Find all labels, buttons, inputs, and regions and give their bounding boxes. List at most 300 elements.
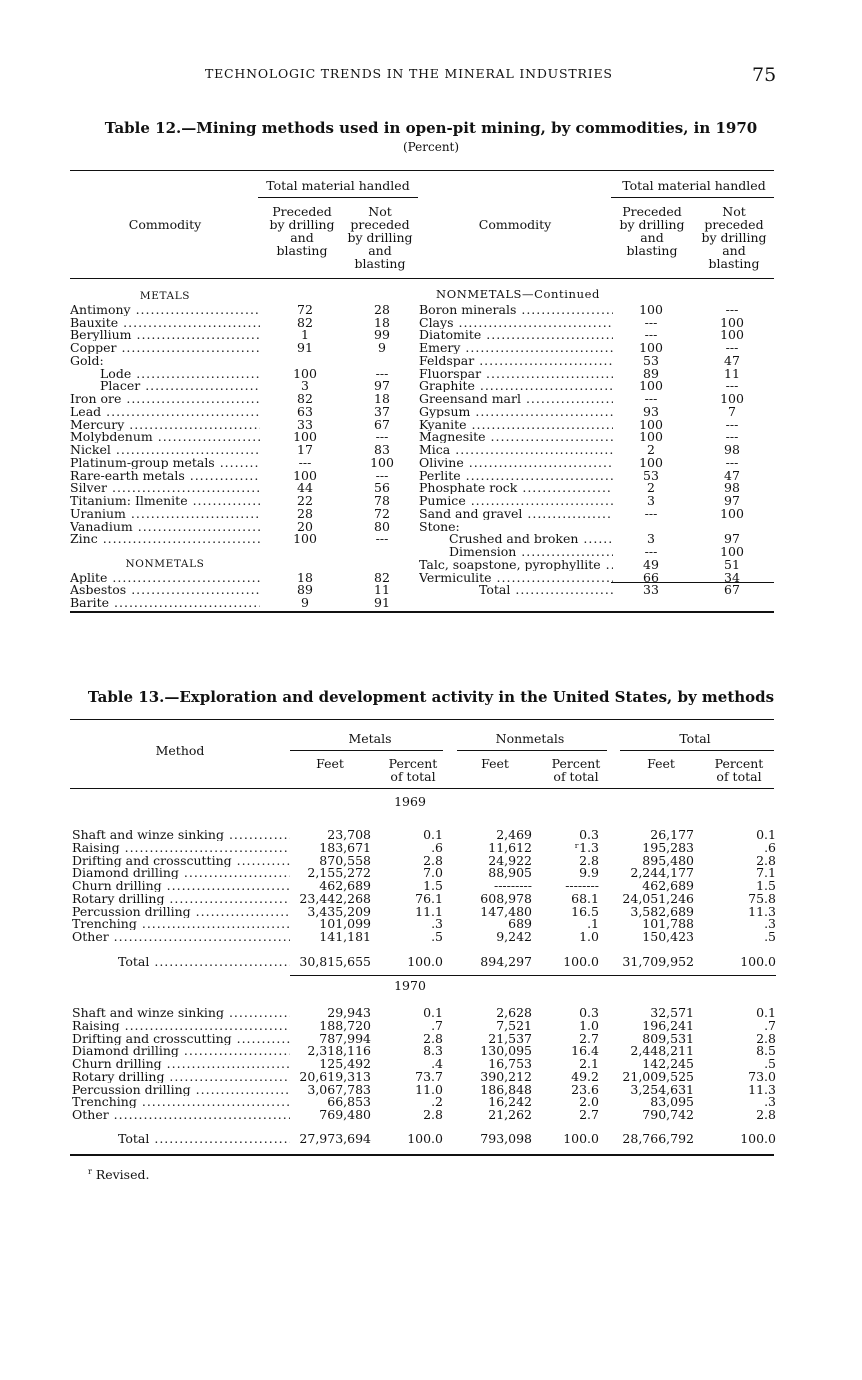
row-label: Raising .....: [72, 841, 290, 854]
row-value: 76.1: [415, 890, 443, 906]
row-value: 16,753: [488, 1056, 532, 1071]
row-label: Sand and gravel .....: [419, 507, 613, 520]
value-preceded: 100: [639, 454, 663, 470]
value-not-preceded: 67: [724, 582, 740, 598]
table-row: [70, 467, 389, 483]
row-label: Iron ore .....: [70, 392, 260, 405]
value-not-preceded: ---: [725, 340, 739, 355]
row-value: 7.0: [423, 865, 443, 881]
row-label: Crushed and broken .....: [449, 532, 613, 545]
table-row: [70, 582, 390, 598]
value-preceded: 100: [293, 467, 317, 483]
table12-subhead-3-line-3: and: [722, 243, 746, 258]
value-preceded: 72: [297, 301, 313, 317]
table-row: [419, 352, 740, 368]
row-value: 23,442,268: [299, 890, 371, 906]
row-label: Vermiculite .....: [419, 571, 613, 584]
row-value: 2.7: [579, 1107, 599, 1122]
table13-top-rule: [70, 719, 774, 720]
value-not-preceded: 18: [374, 314, 390, 330]
table-row: [419, 442, 740, 457]
row-label: Greensand marl .....: [419, 392, 613, 405]
table12-bottom-rule: [70, 611, 774, 613]
row-label: Dimension .....: [449, 545, 613, 558]
row-value: 21,262: [488, 1107, 532, 1122]
row-value: 787,994: [319, 1030, 371, 1046]
table-row: [70, 378, 390, 394]
table-row: [70, 493, 390, 508]
value-not-preceded: ---: [725, 429, 739, 445]
row-value: 101,788: [642, 916, 694, 932]
table-row: [419, 301, 739, 317]
row-label: Emery .....: [419, 341, 613, 354]
row-label: Aplite .....: [70, 571, 260, 584]
row-label: Other .....: [72, 1108, 290, 1121]
table-row: [419, 520, 717, 533]
row-value: 100.0: [563, 1131, 599, 1146]
t12-head-commodity-left: Commodity: [128, 217, 202, 232]
row-label: Boron minerals .....: [419, 303, 613, 316]
row-value: 27,973,694: [299, 1131, 371, 1146]
row-value: 3,067,783: [307, 1081, 371, 1097]
year-separator-rule: [290, 975, 776, 976]
row-label: Rotary drilling .....: [72, 1070, 290, 1083]
value-preceded: 82: [297, 391, 313, 406]
row-label: Shaft and winze sinking .....: [72, 1006, 290, 1019]
value-not-preceded: 11: [724, 365, 740, 381]
row-label: Uranium .....: [70, 507, 260, 520]
value-not-preceded: ---: [725, 301, 739, 317]
value-not-preceded: 34: [724, 569, 740, 585]
value-preceded: ---: [644, 391, 658, 406]
value-preceded: 53: [643, 467, 659, 483]
value-preceded: 100: [293, 531, 317, 547]
table12-subhead-0-line-0: Preceded: [272, 204, 332, 219]
row-label: Churn drilling .....: [72, 1057, 290, 1070]
table-row: [419, 416, 739, 432]
t13-subhead-pct-2-b: of total: [716, 769, 762, 784]
table12-subhead-3-line-2: by drilling: [701, 230, 767, 245]
value-preceded: ---: [644, 327, 658, 343]
row-label: Fluorspar .....: [419, 367, 613, 380]
row-label: Drifting and crosscutting .....: [72, 854, 290, 867]
row-label: Churn drilling .....: [72, 879, 290, 892]
table12-subhead-1-line-3: and: [368, 243, 392, 258]
row-label: Raising .....: [72, 1019, 290, 1032]
row-value: 1.5: [756, 878, 776, 893]
row-value: 2.8: [579, 852, 599, 868]
table12-subhead-0-line-1: by drilling: [269, 217, 335, 232]
value-preceded: 20: [297, 518, 313, 534]
value-preceded: 89: [297, 582, 313, 598]
row-value: .5: [764, 929, 776, 944]
running-title: TECHNOLOGIC TRENDS IN THE MINERAL INDUSTRIES: [205, 66, 613, 81]
value-preceded: 49: [643, 556, 659, 572]
value-preceded: 1: [301, 327, 309, 343]
row-label: Total .....: [118, 1132, 290, 1145]
row-value: 790,742: [642, 1107, 694, 1122]
value-preceded: 2: [647, 480, 655, 496]
row-value: 75.8: [748, 890, 776, 906]
value-not-preceded: 37: [374, 403, 390, 419]
table-row: [419, 454, 739, 470]
value-preceded: 100: [639, 340, 663, 355]
table-row: [70, 365, 389, 381]
table-row: [70, 391, 390, 406]
row-value: 100.0: [740, 1131, 776, 1146]
table12-subhead-3-line-1: preceded: [704, 217, 764, 232]
row-value: 16,242: [488, 1094, 532, 1110]
value-preceded: 3: [647, 493, 655, 508]
value-not-preceded: 78: [374, 493, 390, 508]
row-label: Placer .....: [100, 379, 260, 392]
table12-subhead-3-line-0: Not: [722, 204, 746, 219]
table12-subhead-1-line-2: by drilling: [347, 230, 413, 245]
value-not-preceded: 97: [724, 493, 740, 508]
row-label: Gypsum .....: [419, 405, 613, 418]
row-value: 24,051,246: [622, 890, 694, 906]
row-value: 101,099: [319, 916, 371, 932]
table12-title: Table 12.—Mining methods used in open-pit mining, by commodities, in 1970: [104, 119, 758, 137]
value-preceded: 22: [297, 493, 313, 508]
table-row: [70, 340, 386, 355]
row-value: 1.5: [423, 878, 443, 893]
table12-subhead-1-line-1: preceded: [350, 217, 410, 232]
value-not-preceded: 28: [374, 301, 390, 317]
table-row: [70, 442, 390, 457]
value-not-preceded: 80: [374, 518, 390, 534]
row-value: ---------: [493, 878, 532, 893]
table12-section-heading: METALS: [139, 290, 191, 302]
t12-group-rule-right: [611, 197, 774, 198]
table-row: [70, 454, 394, 470]
row-value: 11.0: [415, 1081, 443, 1097]
row-value: 183,671: [319, 839, 371, 855]
value-preceded: 53: [643, 352, 659, 368]
row-value: 150,423: [642, 929, 694, 944]
t13-head-method: Method: [155, 743, 205, 758]
row-label: Total .....: [118, 955, 290, 968]
row-value: 30,815,655: [299, 954, 371, 969]
row-value: 16.4: [571, 1043, 599, 1059]
table-row: [419, 493, 740, 508]
value-not-preceded: 82: [374, 569, 390, 585]
row-value: 20,619,313: [299, 1068, 371, 1084]
row-value: 130,095: [480, 1043, 532, 1059]
value-not-preceded: 11: [374, 582, 390, 598]
row-value: 3,435,209: [307, 903, 371, 919]
table-row: [419, 429, 739, 445]
value-not-preceded: 47: [724, 352, 740, 368]
value-not-preceded: ---: [725, 416, 739, 432]
row-value: 141,181: [319, 929, 371, 944]
value-preceded: 3: [301, 378, 309, 394]
value-not-preceded: 18: [374, 391, 390, 406]
value-preceded: 3: [647, 531, 655, 547]
row-value: 2.8: [423, 852, 443, 868]
row-label: Molybdenum .....: [70, 430, 260, 443]
table-row: [419, 378, 739, 394]
row-label: Titanium: Ilmenite .....: [70, 494, 260, 507]
row-value: 21,009,525: [622, 1068, 694, 1084]
row-value: 2.8: [756, 1107, 776, 1122]
row-value: 2,318,116: [307, 1043, 371, 1059]
row-label: Feldspar .....: [419, 354, 613, 367]
row-value: 809,531: [642, 1030, 694, 1046]
row-value: 7.1: [756, 865, 776, 881]
row-label: Rare-earth metals .....: [70, 469, 260, 482]
row-label: Diamond drilling .....: [72, 1044, 290, 1057]
row-value: 2.1: [579, 1056, 599, 1071]
t13-rule-metals: [290, 750, 443, 751]
value-not-preceded: 91: [374, 595, 390, 610]
total-row: [72, 1132, 776, 1145]
table12-subhead-0-line-2: and: [290, 230, 314, 245]
row-value: 186,848: [480, 1081, 532, 1097]
table-row: [419, 467, 740, 483]
value-preceded: ---: [644, 544, 658, 559]
table12-subhead-2-line-2: and: [640, 230, 664, 245]
t13-subhead-pct-0-b: of total: [390, 769, 436, 784]
row-value: 8.5: [756, 1043, 776, 1059]
t13-head-metals: Metals: [348, 731, 392, 746]
value-not-preceded: 98: [724, 480, 740, 496]
row-value: 608,978: [480, 890, 532, 906]
row-value: 895,480: [642, 852, 694, 868]
row-value: 23.6: [571, 1081, 599, 1097]
table-row: [419, 365, 740, 381]
row-value: 23,708: [327, 827, 371, 842]
value-not-preceded: 100: [720, 505, 744, 521]
row-label: Kyanite .....: [419, 418, 613, 431]
value-not-preceded: 56: [374, 480, 390, 496]
value-preceded: 17: [297, 442, 313, 457]
table-row: [70, 518, 390, 534]
value-not-preceded: 9: [378, 340, 386, 355]
row-label: Lead .....: [70, 405, 260, 418]
table-row: [419, 480, 740, 496]
table-row: [70, 301, 390, 317]
table-row: [70, 403, 390, 419]
row-value: .7: [431, 1017, 443, 1033]
t13-subhead-feet-1: Feet: [481, 756, 509, 771]
row-value: .3: [431, 916, 443, 932]
table12-subhead-1-line-4: blasting: [354, 256, 406, 271]
row-label: Talc, soapstone, pyrophyllite .....: [419, 558, 613, 571]
row-value: .4: [431, 1056, 443, 1071]
value-not-preceded: 51: [724, 556, 740, 572]
row-label: Phosphate rock .....: [419, 481, 613, 494]
row-value: 689: [508, 916, 532, 932]
row-label: Percussion drilling .....: [72, 905, 290, 918]
row-label: Magnesite .....: [419, 430, 613, 443]
row-label: Percussion drilling .....: [72, 1083, 290, 1096]
table-row: [70, 314, 390, 330]
table-row: [419, 327, 744, 343]
row-label: Bauxite .....: [70, 316, 260, 329]
row-value: .5: [431, 929, 443, 944]
table12-subhead-2-line-1: by drilling: [619, 217, 685, 232]
t12-head-bottom-rule: [70, 278, 774, 279]
value-not-preceded: ---: [375, 429, 389, 445]
value-not-preceded: 100: [720, 391, 744, 406]
value-not-preceded: 83: [374, 442, 390, 457]
row-value: 2.8: [756, 852, 776, 868]
value-not-preceded: 100: [720, 544, 744, 559]
footnote-text: Revised.: [95, 1167, 150, 1183]
value-preceded: ---: [644, 314, 658, 330]
row-value: ʳ1.3: [574, 839, 599, 855]
row-value: 66,853: [327, 1094, 371, 1110]
row-value: 0.3: [579, 1005, 599, 1020]
table-row: [70, 327, 390, 343]
row-value: 142,245: [642, 1056, 694, 1071]
footnote: [88, 1167, 149, 1182]
row-value: 83,095: [650, 1094, 694, 1110]
row-label: Lode .....: [100, 367, 260, 380]
value-not-preceded: 100: [720, 314, 744, 330]
row-label: Other .....: [72, 930, 290, 943]
row-value: 188,720: [319, 1017, 371, 1033]
row-value: 68.1: [571, 890, 599, 906]
row-value: 2,155,272: [307, 865, 371, 881]
row-value: 2,469: [496, 827, 532, 842]
row-label: Graphite .....: [419, 379, 613, 392]
table-row: [419, 505, 744, 521]
value-not-preceded: 100: [370, 454, 394, 470]
t13-subhead-pct-1-a: Percent: [551, 756, 601, 771]
row-label: Shaft and winze sinking .....: [72, 828, 290, 841]
row-value: 11.1: [415, 903, 443, 919]
t13-rule-total: [620, 750, 774, 751]
row-label: Nickel .....: [70, 443, 260, 456]
row-label: Platinum-group metals .....: [70, 456, 260, 469]
row-value: 11.3: [748, 903, 776, 919]
row-label: Total .....: [479, 583, 613, 596]
row-label: Trenching .....: [72, 917, 290, 930]
table13-bottom-rule: [70, 1154, 774, 1156]
value-preceded: 100: [639, 301, 663, 317]
year-heading: 1969: [394, 794, 426, 809]
table-row: [72, 1019, 776, 1032]
row-value: 16.5: [571, 903, 599, 919]
table12-subtitle: (Percent): [402, 140, 460, 154]
row-value: 88,905: [488, 865, 532, 881]
value-not-preceded: ---: [725, 378, 739, 394]
row-value: 125,492: [319, 1056, 371, 1071]
row-label: Drifting and crosscutting .....: [72, 1032, 290, 1045]
row-label: Diatomite .....: [419, 328, 613, 341]
row-label: Beryllium .....: [70, 328, 260, 341]
value-preceded: 100: [639, 429, 663, 445]
t13-subhead-feet-0: Feet: [316, 756, 344, 771]
value-preceded: 18: [297, 569, 313, 585]
row-label: Silver .....: [70, 481, 260, 494]
table-row: [419, 340, 739, 355]
row-label: Diamond drilling .....: [72, 866, 290, 879]
row-label: Vanadium .....: [70, 520, 260, 533]
value-preceded: 100: [293, 365, 317, 381]
table-row: [419, 531, 740, 547]
value-preceded: 63: [297, 403, 313, 419]
value-preceded: 82: [297, 314, 313, 330]
row-value: 32,571: [650, 1005, 694, 1020]
table-row: [419, 582, 740, 598]
table-row: [72, 930, 776, 943]
value-not-preceded: 72: [374, 505, 390, 521]
row-value: .6: [431, 839, 443, 855]
t13-subhead-pct-0-a: Percent: [388, 756, 438, 771]
row-label: Olivine .....: [419, 456, 613, 469]
row-value: 11,612: [488, 839, 532, 855]
table-row: [70, 569, 390, 585]
t12-head-commodity-right: Commodity: [478, 217, 552, 232]
row-value: 1.0: [579, 1017, 599, 1033]
t13-subhead-pct-1-b: of total: [553, 769, 599, 784]
row-value: 793,098: [480, 1131, 532, 1146]
value-not-preceded: 97: [374, 378, 390, 394]
row-value: 390,212: [480, 1068, 532, 1084]
value-preceded: 100: [293, 429, 317, 445]
row-value: .3: [764, 916, 776, 932]
table12-subhead-2-line-3: blasting: [626, 243, 678, 258]
row-value: 462,689: [319, 878, 371, 893]
value-preceded: 9: [301, 595, 309, 610]
table12-subhead-2-line-0: Preceded: [622, 204, 682, 219]
value-not-preceded: ---: [375, 467, 389, 483]
row-value: 2.8: [423, 1107, 443, 1122]
row-value: 2,448,211: [630, 1043, 694, 1059]
row-value: 100.0: [563, 954, 599, 969]
row-value: 3,582,689: [630, 903, 694, 919]
value-not-preceded: ---: [725, 454, 739, 470]
value-preceded: 33: [297, 416, 313, 432]
t13-head-nonmetals: Nonmetals: [495, 731, 565, 746]
row-value: 100.0: [407, 1131, 443, 1146]
table-row: [419, 403, 736, 419]
row-label: Stone:: [419, 519, 460, 533]
t13-head-bottom-rule: [70, 788, 774, 789]
value-preceded: 100: [639, 378, 663, 394]
table12-top-rule: [70, 170, 774, 171]
row-value: 2,628: [496, 1005, 532, 1020]
value-preceded: ---: [644, 505, 658, 521]
row-value: 7,521: [496, 1017, 532, 1033]
table-row: [70, 505, 390, 521]
row-value: 11.3: [748, 1081, 776, 1097]
page-number: 75: [752, 64, 777, 86]
row-label: Trenching .....: [72, 1095, 290, 1108]
row-value: 870,558: [319, 852, 371, 868]
table-row: [72, 1070, 776, 1083]
table-row: [72, 892, 776, 905]
row-value: 0.1: [756, 1005, 776, 1020]
row-value: 1.0: [579, 929, 599, 944]
row-value: 462,689: [642, 878, 694, 893]
row-label: Barite .....: [70, 596, 260, 609]
table-row: [70, 480, 390, 496]
value-preceded: 91: [297, 340, 313, 355]
value-preceded: 2: [647, 442, 655, 457]
t13-rule-nonmetals: [457, 750, 607, 751]
value-not-preceded: 47: [724, 467, 740, 483]
value-preceded: 28: [297, 505, 313, 521]
value-not-preceded: 99: [374, 327, 390, 343]
value-preceded: 44: [297, 480, 313, 496]
row-value: 49.2: [571, 1068, 599, 1084]
table-row: [72, 841, 776, 854]
row-value: .5: [764, 1056, 776, 1071]
